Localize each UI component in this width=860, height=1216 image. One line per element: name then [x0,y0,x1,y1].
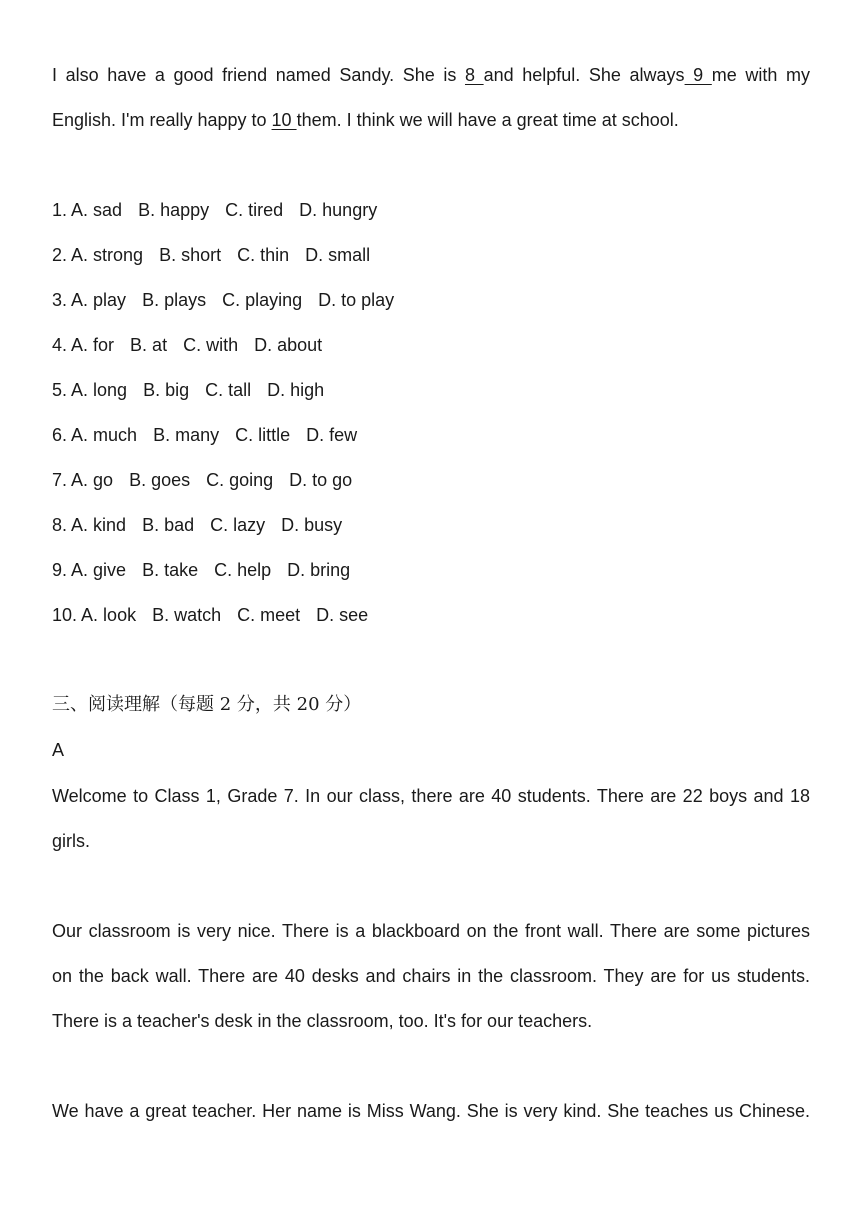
paragraph-3-line-1: We have a great teacher. Her name is Miss Wang. She is very kind. She teaches us Chinese. [52,1101,810,1121]
question-2 [52,243,810,267]
passage-line-2 [52,108,810,132]
option-a: A. much [71,425,138,445]
question-8 [52,513,810,537]
option-b: B. many [153,425,220,445]
question-number: 6. [52,425,68,445]
option-b: B. short [159,245,222,265]
option-d: D. about [254,335,323,355]
option-c: C. meet [237,605,301,625]
blank-8: 8 [464,65,484,85]
option-c: C. with [183,335,239,355]
option-c: C. going [206,470,274,490]
option-d: D. to go [289,470,353,490]
option-b: B. take [142,560,199,580]
passage-text: and helpful. She always [483,65,685,85]
option-d: D. see [316,605,369,625]
option-a: A. kind [71,515,127,535]
passage-text: me with my [711,65,811,85]
option-a: A. look [81,605,137,625]
question-number: 9. [52,560,68,580]
option-b: B. at [130,335,168,355]
question-5 [52,378,810,402]
option-c: C. thin [237,245,290,265]
option-d: D. hungry [299,200,378,220]
passage-label: A [52,740,65,760]
option-d: D. bring [287,560,351,580]
passage-text: them. I think we will have a great time at school. [296,110,679,130]
paragraph-1-line-1: Welcome to Class 1, Grade 7. In our class, there are 40 students. There are 22 boys and 18 [52,786,810,806]
option-a: A. give [71,560,127,580]
paragraph-1-line-2: girls. [52,831,91,851]
passage-text: English. I'm really happy to [52,110,272,130]
option-c: C. tall [205,380,252,400]
question-10 [52,603,810,627]
option-a: A. long [71,380,128,400]
option-c: C. lazy [210,515,266,535]
question-number: 8. [52,515,68,535]
option-d: D. small [305,245,371,265]
option-d: D. to play [318,290,395,310]
paragraph-2-line-1: Our classroom is very nice. There is a blackboard on the front wall. There are some pictures [52,921,810,941]
question-number: 4. [52,335,68,355]
option-a: A. strong [71,245,144,265]
question-number: 2. [52,245,68,265]
question-number: 7. [52,470,68,490]
option-d: D. high [267,380,325,400]
question-number: 3. [52,290,68,310]
paragraph-2-line-2: on the back wall. There are 40 desks and chairs in the classroom. They are for us students. [52,966,810,986]
blank-10: 10 [271,110,297,130]
option-b: B. bad [142,515,195,535]
option-d: D. few [306,425,358,445]
option-b: B. goes [129,470,191,490]
paragraph-2-line-3: There is a teacher's desk in the classroom, too. It's for our teachers. [52,1011,593,1031]
option-b: B. big [143,380,190,400]
question-number: 1. [52,200,68,220]
option-a: A. sad [71,200,123,220]
option-c: C. little [235,425,291,445]
question-number: 10. [52,605,78,625]
option-b: B. watch [152,605,222,625]
option-b: B. plays [142,290,207,310]
option-d: D. busy [281,515,343,535]
passage-line-1 [52,63,810,87]
passage-text: I also have a good friend named Sandy. She is [52,65,465,85]
option-a: A. play [71,290,127,310]
option-c: C. help [214,560,272,580]
option-a: A. for [71,335,115,355]
option-c: C. tired [225,200,284,220]
option-a: A. go [71,470,114,490]
blank-9: 9 [684,65,712,85]
question-3 [52,288,810,312]
question-number: 5. [52,380,68,400]
option-b: B. happy [138,200,210,220]
question-6 [52,423,810,447]
option-c: C. playing [222,290,303,310]
question-9 [52,558,810,582]
question-7 [52,468,810,492]
question-4 [52,333,810,357]
section-heading: 三、阅读理解（每题 2 分，共 20 分） [52,694,362,715]
question-1 [52,198,810,222]
